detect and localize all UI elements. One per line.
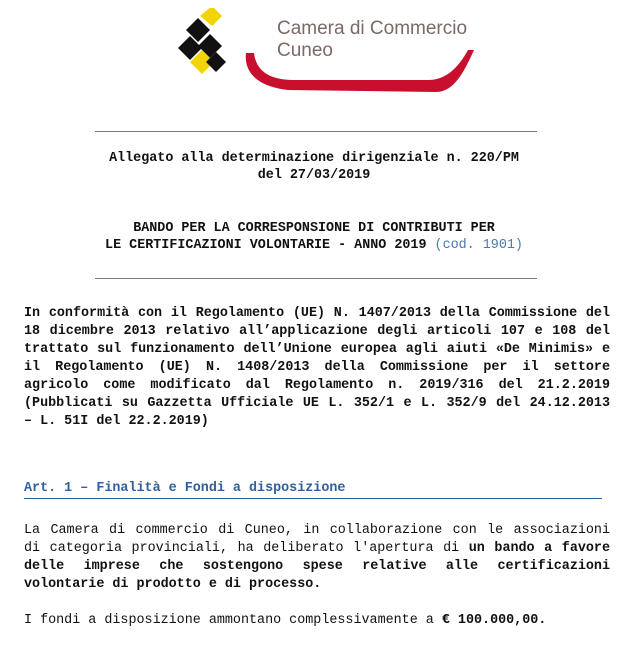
- article-1-text: La Camera di commercio di Cuneo, in collaborazione con le associazioni di categoria provinciali, ha deliberato l'apertura di: [24, 523, 610, 556]
- funds-amount: € 100.000,00.: [441, 613, 547, 628]
- emblem-icon: [178, 8, 226, 74]
- article-1-title: Art. 1 – Finalità e Fondi a disposizione: [24, 480, 602, 499]
- allegato-line1: Allegato alla determinazione dirigenziale n. 220/PM: [109, 151, 519, 166]
- article-1-funds-paragraph: [24, 612, 610, 630]
- org-name-line1: Camera di Commercio: [277, 18, 468, 39]
- bando-code: (cod. 1901): [434, 238, 523, 253]
- bando-line1: BANDO PER LA CORRESPONSIONE DI CONTRIBUTI PER: [133, 221, 495, 236]
- bando-title: [20, 220, 608, 254]
- preamble-paragraph: In conformità con il Regolamento (UE) N. 1407/2013 della Commissione del 18 dicembre 2013 relativo all’applicazione degli articoli 107 e 108 del trattato sul funzionamento dell’Unione europea agli aiuti «De Minimis» e il Regolamento (UE) N. 1408/2013 della Commissione per il settore agricolo come modificato dal Regolamento n. 2019/316 del 21.2.2019 (Pubblicati su Gazzetta Ufficiale UE L. 352/1 e L. 352/9 del 24.12.2013 – L. 51I del 22.2.2019): [24, 306, 610, 429]
- allegato-line2: del 27/03/2019: [257, 168, 371, 183]
- bando-line2: LE CERTIFICAZIONI VOLONTARIE - ANNO 2019: [105, 238, 427, 253]
- article-1-paragraph: [24, 522, 610, 594]
- top-divider: [95, 131, 537, 132]
- middle-divider: [95, 278, 537, 279]
- organization-name: [277, 18, 467, 62]
- org-name-line2: Cuneo: [277, 40, 333, 61]
- funds-text: I fondi a disposizione ammontano complessivamente a: [24, 613, 442, 628]
- allegato-heading: [20, 150, 608, 184]
- article-1-text-bold: un bando a favore delle imprese che sostengono spese relative alle certificazioni volontarie di prodotto e di processo.: [24, 541, 610, 592]
